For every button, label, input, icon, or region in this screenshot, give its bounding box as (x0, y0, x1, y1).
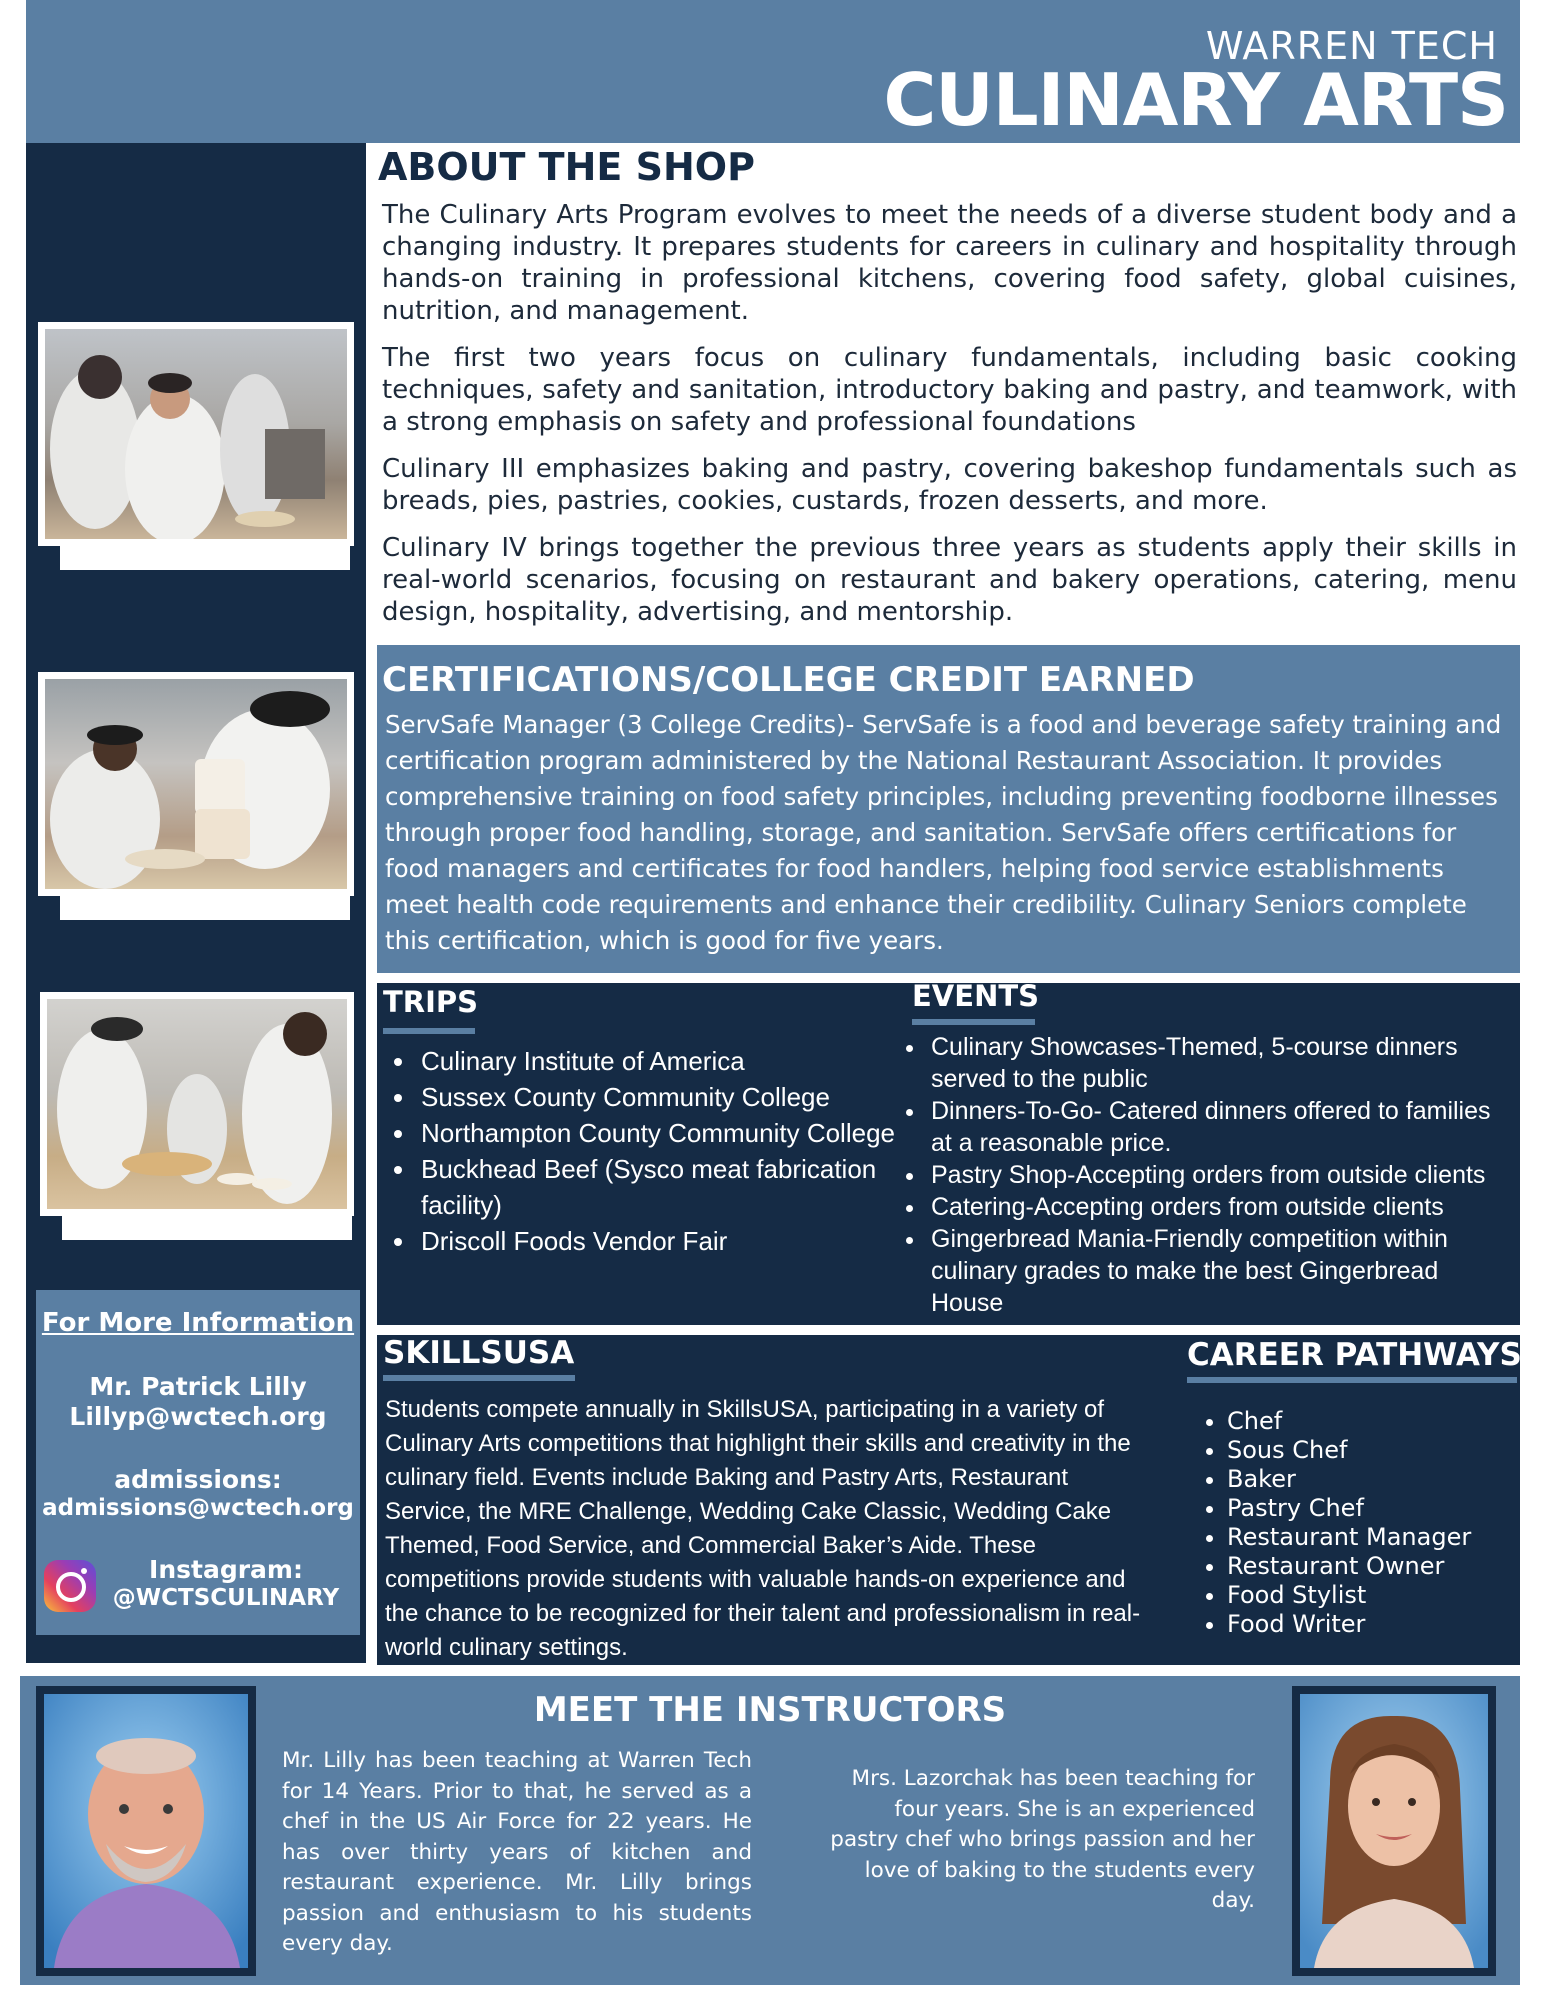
list-item: • Pastry Chef (1227, 1494, 1517, 1523)
skillsusa-text: Students compete annually in SkillsUSA, participating in a variety of Culinary Arts competitions that highlight their skills and creativity in the culinary field. Events include Baking and Pastry Arts, Restaurant Service, the MRE Challenge, Wedding Cake Classic, Wedding Cake Themed, Food Service, and Commercial Baker’s Aide. These competitions provide students with valuable hands-on experience and the chance to be recognized for their talent and professionalism in real-world culinary settings. (385, 1396, 1141, 1661)
list-item: • Sussex County Community College (417, 1079, 907, 1115)
trips-underline (383, 1028, 475, 1034)
instructors-section (20, 1676, 1520, 1985)
events-underline (912, 1019, 1035, 1025)
career-title: CAREER PATHWAYS (1187, 1337, 1522, 1373)
list-item: • Restaurant Manager (1227, 1523, 1517, 1552)
trips-events-section (377, 979, 1520, 1325)
list-item: • Food Writer (1227, 1610, 1517, 1639)
instructors-title: MEET THE INSTRUCTORS (533, 1690, 1007, 1730)
list-item: • Culinary Showcases-Themed, 5-course dinners served to the public (927, 1031, 1512, 1095)
contact-info-box (36, 1290, 360, 1635)
about-paragraph-3: Culinary III emphasizes baking and pastry, covering bakeshop fundamentals such as breads, pies, pastries, cookies, custards, frozen desserts, and more. (382, 454, 1517, 516)
skills-career-section (377, 1335, 1520, 1665)
page-header (26, 0, 1520, 143)
skillsusa-underline (383, 1375, 575, 1381)
instagram-handle[interactable]: @WCTSCULINARY (112, 1585, 340, 1611)
about-paragraph-1: The Culinary Arts Program evolves to meet the needs of a diverse student body and a changing industry. It prepares students for careers in culinary and hospitality through hands-on training in professional kitchens, covering food safety, global cuisines, nutrition, and management. (382, 200, 1517, 326)
kitchen-photo-2 (38, 672, 354, 896)
trips-list (387, 1043, 907, 1259)
header-title: CULINARY ARTS (883, 58, 1508, 142)
certifications-title: CERTIFICATIONS/COLLEGE CREDIT EARNED (382, 660, 1195, 700)
certifications-text: ServSafe Manager (3 College Credits)- ServSafe is a food and beverage safety training and certification program administered by the National Restaurant Association. It provides comprehensive training on food safety principles, including preventing foodborne illnesses through proper food handling, storage, and sanitation. ServSafe offers certifications for food managers and certificates for food handlers, helping food service establishments meet health code requirements and enhance their credibility. Culinary Seniors complete this certification, which is good for five years. (385, 710, 1502, 955)
lazorchak-bio: Mrs. Lazorchak has been teaching for four years. She is an experienced pastry chef who brings passion and her love of baking to the students every day. (830, 1766, 1255, 1913)
list-item: • Dinners-To-Go- Catered dinners offered to families at a reasonable price. (927, 1095, 1512, 1159)
lilly-bio: Mr. Lilly has been teaching at Warren Tech for 14 Years. Prior to that, he served as a chef in the US Air Force for 22 years. He has over thirty years of kitchen and restaurant experience. Mr. Lilly brings passion and enthusiasm to his students every day. (282, 1748, 752, 1956)
list-item: • Buckhead Beef (Sysco meat fabrication facility) (417, 1151, 907, 1223)
events-list (897, 1031, 1512, 1319)
list-item: • Sous Chef (1227, 1436, 1517, 1465)
list-item: • Baker (1227, 1465, 1517, 1494)
about-title: ABOUT THE SHOP (378, 145, 755, 189)
kitchen-photo-1 (38, 322, 354, 546)
skillsusa-title: SKILLSUSA (383, 1335, 575, 1371)
instagram-icon (44, 1560, 96, 1612)
career-list (1197, 1407, 1517, 1639)
career-underline (1187, 1377, 1517, 1383)
about-paragraph-2: The first two years focus on culinary fundamentals, including basic cooking techniques, safety and sanitation, introductory baking and pastry, and teamwork, with a strong emphasis on safety and professional foundations (382, 343, 1517, 437)
list-item: • Catering-Accepting orders from outside clients (927, 1191, 1512, 1223)
list-item: • Food Stylist (1227, 1581, 1517, 1610)
trips-title: TRIPS (383, 985, 479, 1019)
events-title: EVENTS (912, 979, 1040, 1013)
list-item: • Culinary Institute of America (417, 1043, 907, 1079)
contact-name: Mr. Patrick Lilly (89, 1372, 307, 1401)
list-item: • Restaurant Owner (1227, 1552, 1517, 1581)
lilly-portrait (36, 1686, 256, 1976)
admissions-label: admissions: (114, 1465, 282, 1494)
header-subtitle: WARREN TECH (1205, 24, 1498, 68)
list-item: • Northampton County Community College (417, 1115, 907, 1151)
lazorchak-portrait (1292, 1686, 1496, 1976)
instagram-label: Instagram: (149, 1555, 303, 1584)
list-item: • Driscoll Foods Vendor Fair (417, 1223, 907, 1259)
about-paragraph-4: Culinary IV brings together the previous three years as students apply their skills in real-world scenarios, focusing on restaurant and bakery operations, catering, menu design, hospitality, advertising, and mentorship. (382, 533, 1517, 627)
info-heading: For More Information (41, 1308, 355, 1338)
admissions-email[interactable]: admissions@wctech.org (42, 1495, 354, 1521)
contact-email[interactable]: Lillyp@wctech.org (69, 1402, 327, 1431)
kitchen-photo-3 (40, 992, 354, 1216)
list-item: • Gingerbread Mania-Friendly competition within culinary grades to make the best Gingerbread House (927, 1223, 1512, 1319)
list-item: • Chef (1227, 1407, 1517, 1436)
certifications-section (377, 645, 1520, 973)
list-item: • Pastry Shop-Accepting orders from outside clients (927, 1159, 1512, 1191)
